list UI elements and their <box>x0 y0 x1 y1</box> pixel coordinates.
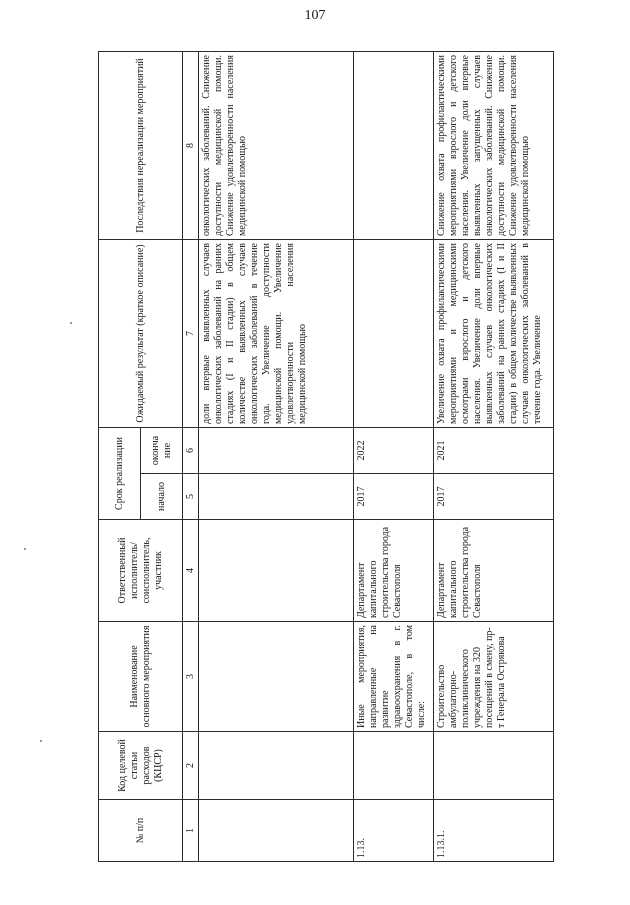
row-code <box>354 732 434 800</box>
row-num: 1.13.1. <box>434 800 554 862</box>
header-period: Срок реализации <box>99 428 141 520</box>
header-code: Код целевой статьи расходов (КЦСР) <box>99 732 183 800</box>
table-row <box>434 52 554 862</box>
scan-speck <box>24 548 26 550</box>
row-responsible <box>199 520 354 622</box>
row-name: Строительство амбулаторно-поликлинического учреждения на 320 посещений в смену, пр-т Генерала Острякова <box>434 622 554 732</box>
row-result <box>354 240 434 428</box>
table-row <box>354 52 434 862</box>
column-number-row <box>183 52 199 862</box>
row-num <box>199 800 354 862</box>
row-code <box>434 732 554 800</box>
scan-speck <box>70 322 72 324</box>
measures-table <box>98 51 554 862</box>
column-number: 7 <box>183 240 199 428</box>
row-start: 2017 <box>354 474 434 520</box>
row-num: 1.13. <box>354 800 434 862</box>
row-name: Иные мероприятия, направленные на развитие здравоохранения в г. Севастополе, в том числе: <box>354 622 434 732</box>
row-end <box>199 428 354 474</box>
header-result: Ожидаемый результат (краткое описание) <box>99 240 183 428</box>
column-number: 8 <box>183 52 199 240</box>
row-code <box>199 732 354 800</box>
row-consequence: онкологических заболеваний. Снижение доступности медицинской помощи. Снижение удовлетворенности населения медицинской помощью <box>199 52 354 240</box>
row-end: 2021 <box>434 428 554 474</box>
rotated-table-container <box>98 52 553 862</box>
row-result: доли впервые выявленных случаев онкологических заболеваний на ранних стадиях (I и II стадии) в общем количестве выявленных случаев онкологических заболеваний в течение года. Увеличение доступности медицинской помощи. Увеличение удовлетворенности населения медицинской помощью <box>199 240 354 428</box>
header-end: оконча ние <box>141 428 183 474</box>
header-num: № п/п <box>99 800 183 862</box>
header-name: Наименование основного мероприятия <box>99 622 183 732</box>
row-result: Увеличение охвата профилактическими мероприятиями и медицинскими осмотрами взрослого и детского населения. Увеличение доли впервые выявленных случаев онкологических заболеваний на ранних стадиях (I и II стадии) в общем количестве выявленных случаев онкологических заболеваний в течение года. Увеличение <box>434 240 554 428</box>
column-number: 3 <box>183 622 199 732</box>
row-name <box>199 622 354 732</box>
header-responsible: Ответственный исполнитель/ соисполнитель, участник <box>99 520 183 622</box>
table-row <box>199 52 354 862</box>
row-responsible: Департамент капитального строительства города Севастополя <box>354 520 434 622</box>
column-number: 1 <box>183 800 199 862</box>
header-consequence: Последствия нереализации мероприятий <box>99 52 183 240</box>
row-consequence <box>354 52 434 240</box>
row-responsible: Департамент капитального строительства города Севастополя <box>434 520 554 622</box>
row-start <box>199 474 354 520</box>
scan-speck <box>40 740 42 742</box>
page-number: 107 <box>304 8 326 23</box>
row-end: 2022 <box>354 428 434 474</box>
column-number: 4 <box>183 520 199 622</box>
column-number: 5 <box>183 474 199 520</box>
row-consequence: Снижение охвата профилактическими мероприятиями взрослого и детского населения. Увеличение доли впервые выявленных запущенных случаев онкологических заболеваний. Снижение доступности медицинской помощи. Снижение удовлетворенности населения медицинской помощью <box>434 52 554 240</box>
row-start: 2017 <box>434 474 554 520</box>
column-number: 2 <box>183 732 199 800</box>
header-start: начало <box>141 474 183 520</box>
column-number: 6 <box>183 428 199 474</box>
header-row <box>99 52 141 862</box>
